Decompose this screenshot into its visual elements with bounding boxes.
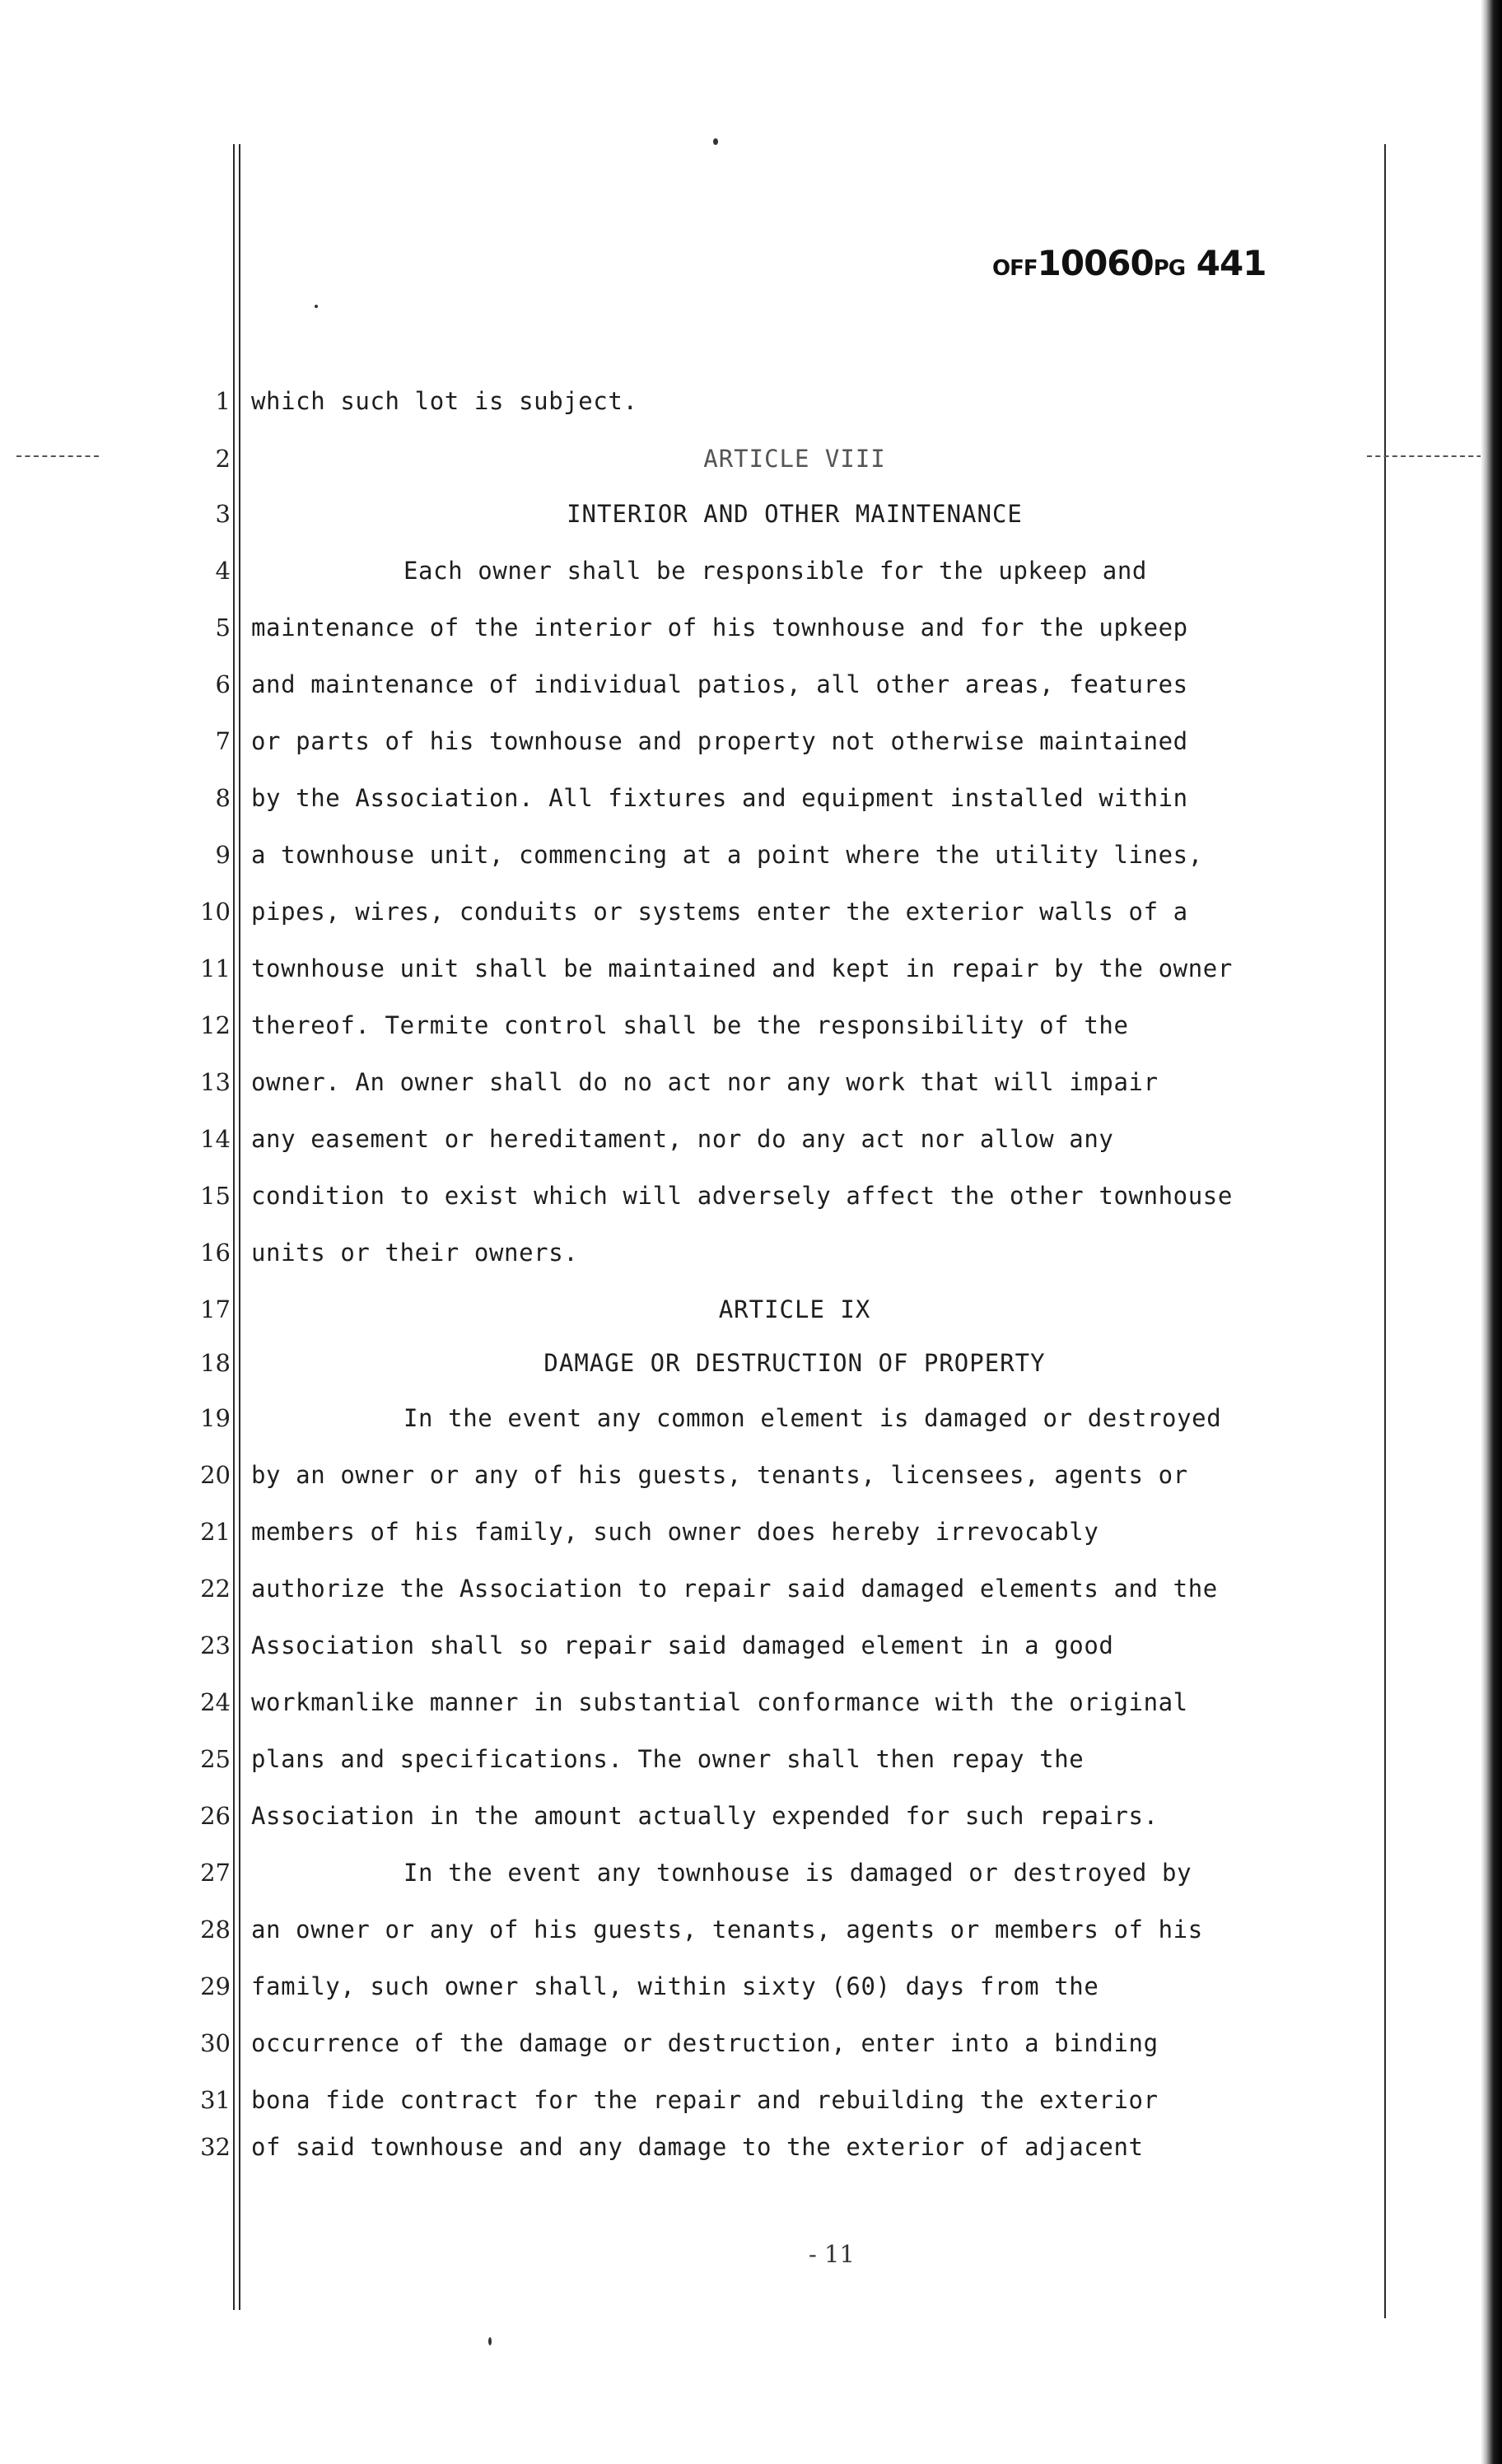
body-line: by an owner or any of his guests, tenants, licensees, agents or [251, 1461, 1188, 1489]
line-number: 32 [200, 2133, 231, 2161]
left-margin-rule-inner [239, 144, 240, 2310]
body-line: family, such owner shall, within sixty (60) days from the [251, 1972, 1099, 2000]
line-number: 7 [215, 727, 231, 755]
line-number: 9 [215, 841, 231, 869]
body-line: an owner or any of his guests, tenants, agents or members of his [251, 1916, 1203, 1944]
line-number: 8 [215, 784, 231, 812]
body-line: and maintenance of individual patios, all other areas, features [251, 670, 1188, 698]
body-line: townhouse unit shall be maintained and kept in repair by the owner [251, 954, 1233, 982]
body-line: bona fide contract for the repair and rebuilding the exterior [251, 2086, 1159, 2114]
article-title: INTERIOR AND OTHER MAINTENANCE [567, 500, 1023, 528]
line-number: 17 [200, 1295, 231, 1323]
body-line: Association shall so repair said damaged element in a good [251, 1631, 1114, 1659]
body-line: workmanlike manner in substantial conformance with the original [251, 1688, 1188, 1716]
recording-stamp [992, 243, 1266, 283]
dashed-mark-right [1367, 455, 1499, 457]
line-number: 28 [200, 1916, 231, 1944]
line-number: 16 [200, 1239, 231, 1267]
line-number: 14 [200, 1125, 231, 1153]
line-number: 25 [200, 1745, 231, 1773]
body-line: a townhouse unit, commencing at a point where the utility lines, [251, 841, 1203, 869]
body-line: Association in the amount actually expended for such repairs. [251, 1802, 1159, 1830]
article-heading: ARTICLE VIII [703, 445, 886, 473]
line-number: 1 [215, 387, 231, 415]
line-number: 11 [200, 954, 231, 982]
body-line: of said townhouse and any damage to the exterior of adjacent [251, 2133, 1144, 2161]
line-number: 29 [200, 1972, 231, 2000]
line-number: 13 [200, 1068, 231, 1096]
scan-speck [713, 138, 718, 145]
line-number: 30 [200, 2029, 231, 2057]
line-number: 22 [200, 1575, 231, 1603]
body-line: any easement or hereditament, nor do any act nor allow any [251, 1125, 1114, 1153]
body-line: In the event any common element is damaged or destroyed [403, 1404, 1222, 1432]
dashed-mark-left [16, 455, 99, 457]
stamp-page: 441 [1196, 243, 1266, 283]
right-margin-rule [1384, 144, 1386, 2318]
line-number: 26 [200, 1802, 231, 1830]
body-line: occurrence of the damage or destruction, enter into a binding [251, 2029, 1159, 2057]
article-title: DAMAGE OR DESTRUCTION OF PROPERTY [543, 1349, 1046, 1377]
body-line: or parts of his townhouse and property not otherwise maintained [251, 727, 1188, 755]
body-line: which such lot is subject. [251, 387, 638, 415]
line-number: 31 [200, 2086, 231, 2114]
body-line: condition to exist which will adversely affect the other townhouse [251, 1182, 1233, 1210]
line-number: 20 [200, 1461, 231, 1489]
stamp-prefix: OFF [992, 256, 1038, 281]
body-line: In the event any townhouse is damaged or destroyed by [403, 1859, 1192, 1887]
stamp-pg-label: PG [1153, 256, 1186, 281]
line-number: 2 [215, 445, 231, 473]
line-number: 19 [200, 1404, 231, 1432]
body-line: members of his family, such owner does hereby irrevocably [251, 1518, 1099, 1546]
body-line: units or their owners. [251, 1239, 579, 1267]
line-number: 12 [200, 1011, 231, 1039]
body-line: maintenance of the interior of his townhouse and for the upkeep [251, 614, 1188, 642]
page-number: - 11 [809, 2240, 855, 2268]
line-number: 24 [200, 1688, 231, 1716]
scan-speck [488, 2337, 492, 2345]
left-margin-rule [233, 144, 235, 2310]
stamp-book: 10060 [1037, 243, 1154, 283]
body-line: pipes, wires, conduits or systems enter the exterior walls of a [251, 898, 1188, 926]
line-number: 23 [200, 1631, 231, 1659]
line-number: 3 [215, 500, 231, 528]
scan-speck [315, 305, 318, 308]
body-line: authorize the Association to repair said damaged elements and the [251, 1575, 1218, 1603]
body-line: thereof. Termite control shall be the responsibility of the [251, 1011, 1129, 1039]
line-number: 21 [200, 1518, 231, 1546]
article-heading: ARTICLE IX [718, 1295, 871, 1323]
body-line: owner. An owner shall do no act nor any work that will impair [251, 1068, 1159, 1096]
body-line: Each owner shall be responsible for the upkeep and [403, 557, 1147, 585]
scan-edge-shadow [1481, 0, 1502, 2464]
line-number: 15 [200, 1182, 231, 1210]
body-line: plans and specifications. The owner shall then repay the [251, 1745, 1085, 1773]
line-number: 10 [200, 898, 231, 926]
body-line: by the Association. All fixtures and equipment installed within [251, 784, 1188, 812]
line-number: 27 [200, 1859, 231, 1887]
line-number: 4 [215, 557, 231, 585]
line-number: 18 [200, 1349, 231, 1377]
line-number: 6 [215, 670, 231, 698]
line-number: 5 [215, 614, 231, 642]
